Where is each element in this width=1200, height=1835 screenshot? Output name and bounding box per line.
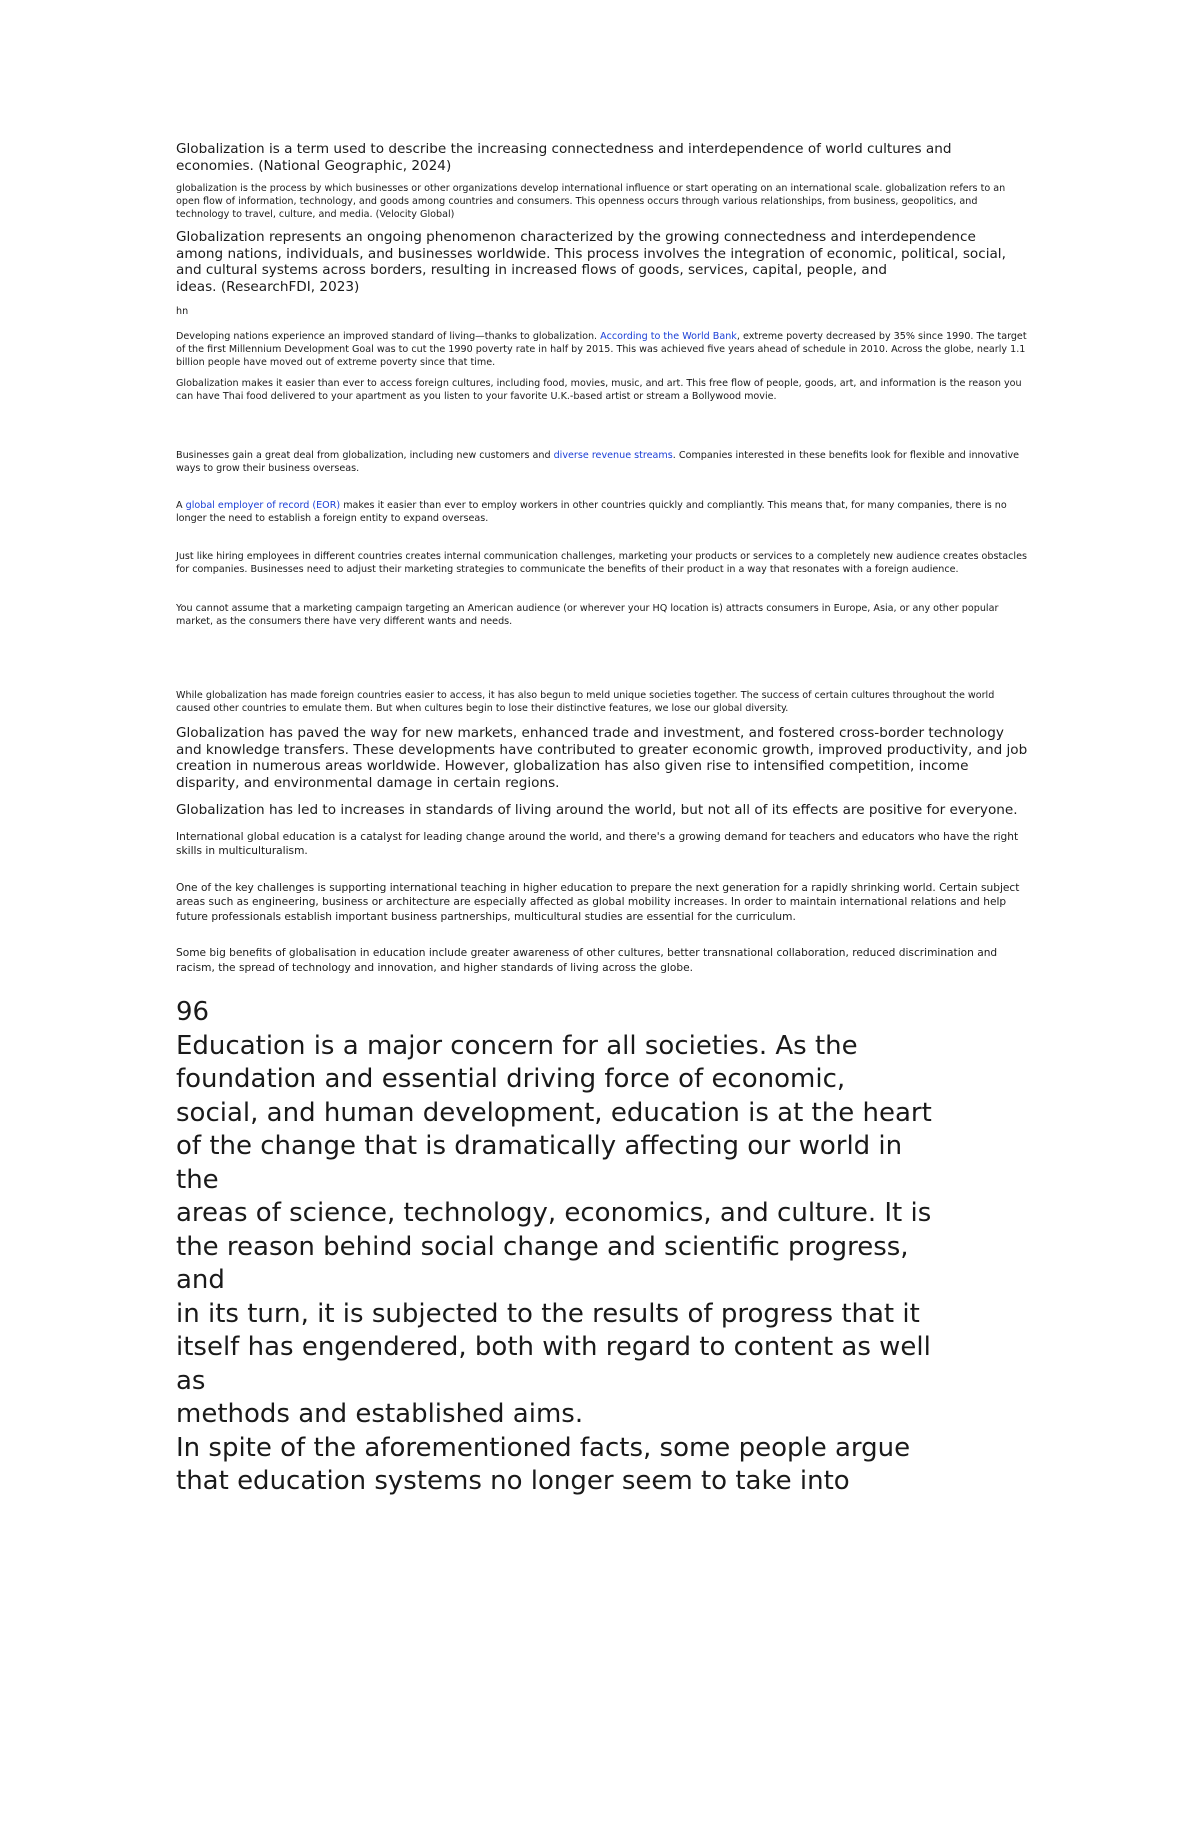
paragraph-markets: Globalization has paved the way for new markets, enhanced trade and investment, and fostered cross-border technology and knowledge transfers. These developments have contributed to greater economic growth, improved productivity, and job creation in numerous areas worldwide. However, globalization has also given rise to intensified competition, income disparity, and environmental damage in certain regions. [176, 725, 1028, 791]
line: of the change that is dramatically affecting our world in [176, 1131, 903, 1161]
paragraph-education-catalyst: International global education is a catalyst for leading change around the world, and there's a growing demand for teachers and educators who have the right skills in multiculturalism. [176, 830, 1019, 857]
line: that education systems no longer seem to take into [176, 1466, 850, 1496]
paragraph-diversity: While globalization has made foreign countries easier to access, it has also begun to meld unique societies together. The success of certain cultures throughout the world caused other countries to emulate them. But when cultures begin to lose their distinctive features, we lose our global diversity. [176, 690, 995, 714]
paragraph-education-benefits: Some big benefits of globalisation in education include greater awareness of other cultures, better transnational collaboration, reduced discrimination and racism, the spread of technology and innovation, and higher standards of living across the globe. [176, 947, 998, 974]
text: A [176, 500, 186, 511]
line: In spite of the aforementioned facts, some people argue [176, 1432, 911, 1463]
line: ideas. (ResearchFDI, 2023) [176, 278, 360, 295]
line: in its turn, it is subjected to the results of progress that it [176, 1298, 920, 1329]
paragraph-poverty [176, 330, 1028, 369]
line: methods and established aims. [176, 1399, 584, 1429]
eor-link[interactable]: global employer of record (EOR) [185, 500, 341, 511]
document-page [176, 141, 1028, 1499]
paragraph-eor [176, 499, 1028, 525]
line: among nations, individuals, and businesses worldwide. This process involves the integration of economic, political, social, [176, 245, 1006, 262]
line: itself has engendered, both with regard to content as well [176, 1332, 931, 1362]
line: foundation and essential driving force of economic, [176, 1064, 846, 1094]
paragraph-higher-education: One of the key challenges is supporting international teaching in higher education to prepare the next generation for a rapidly shrinking world. Certain subject areas such as engineering, business or architecture are especially affected as global mobility increases. In order to maintain international relations and help future professionals establish important business partnerships, multicultural studies are essential for the curriculum. [176, 881, 1020, 923]
line: and cultural systems across borders, resulting in increased flows of goods, services, capital, people, and [176, 262, 887, 278]
revenue-streams-link[interactable]: diverse revenue streams [553, 450, 673, 461]
paragraph-definition-natgeo: Globalization is a term used to describe the increasing connectedness and interdependence of world cultures and economies. (National Geographic, 2024) [176, 141, 952, 174]
paragraph-note: hn [176, 306, 189, 317]
line: social, and human development, education is at the heart [176, 1097, 932, 1128]
line: areas of science, technology, economics, and culture. It is [176, 1198, 932, 1228]
world-bank-link[interactable]: According to the World Bank [600, 331, 737, 342]
paragraph-campaign: You cannot assume that a marketing campaign targeting an American audience (or wherever your HQ location is) attracts consumers in Europe, Asia, or any other popular market, as the consumers there have very different wants and needs. [176, 603, 999, 627]
paragraph-culture: Globalization makes it easier than ever to access foreign cultures, including food, movies, music, and art. This free flow of people, goods, art, and information is the reason you can have Thai food delivered to your apartment as you listen to your favorite U.K.-based artist or stream a Bollywood movie. [176, 378, 1022, 402]
line: the [176, 1164, 219, 1195]
line: and [176, 1265, 225, 1295]
line: Education is a major concern for all societies. As the [176, 1030, 858, 1061]
line: Globalization represents an ongoing phenomenon characterized by the growing connectedness and interdependence [176, 229, 976, 245]
text: . Companies interested in these benefits look for flexible and innovative ways to grow their business overseas. [176, 450, 1020, 474]
line: as [176, 1365, 206, 1396]
text: Developing nations experience an improved standard of living—thanks to globalization. [176, 331, 601, 342]
text: Businesses gain a great deal from globalization, including new customers and [176, 450, 554, 461]
paragraph-marketing: Just like hiring employees in different countries creates internal communication challenges, marketing your products or services to a completely new audience creates obstacles for companies. Businesses need to adjust their marketing strategies to communicate the benefits of their product in a way that resonates with a foreign audience. [176, 551, 1027, 575]
text: , extreme poverty decreased by 35% since 1990. The target of the first Millennium Development Goal was to cut the 1990 poverty rate in half by 2015. This was achieved five years ahead of schedule in 2010. Across the globe, nearly 1.1 billion people have moved out of extreme poverty since that time. [176, 331, 1027, 368]
text: makes it easier than ever to employ workers in other countries quickly and compliantly. This means that, for many companies, there is no longer the need to establish a foreign entity to expand overseas. [176, 500, 1007, 524]
large-text-block [176, 996, 1028, 1499]
paragraph-definition-velocity: globalization is the process by which businesses or other organizations develop international influence or start operating on an international scale. globalization refers to an open flow of information, technology, and goods among countries and consumers. This openness occurs through various relationships, from business, geopolitics, and technology to travel, culture, and media. (Velocity Global) [176, 183, 1006, 220]
paragraph-business [176, 449, 1028, 475]
paragraph-definition-researchfdi [176, 229, 1028, 295]
paragraph-living-standards: Globalization has led to increases in standards of living around the world, but not all of its effects are positive for everyone. [176, 802, 1018, 818]
line: the reason behind social change and scientific progress, [176, 1231, 909, 1262]
page-number: 96 [176, 997, 210, 1027]
